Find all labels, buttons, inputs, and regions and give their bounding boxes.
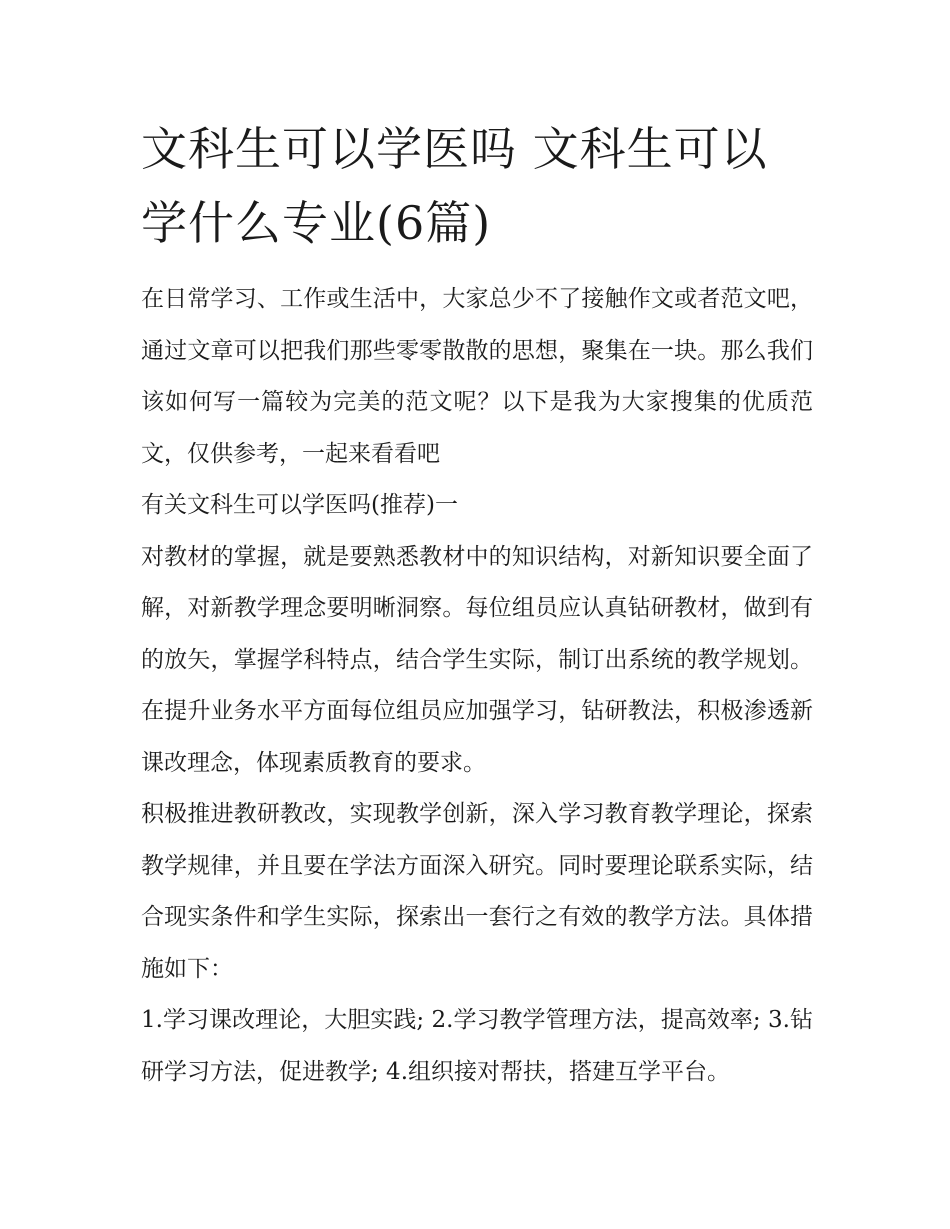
document-title: 文科生可以学医吗 文科生可以学什么专业(6篇)	[141, 122, 768, 250]
body-paragraph: 积极推进教研教改，实现教学创新，深入学习教育教学理论，探索教学规律，并且要在学法方面深入研究。同时要理论联系实际，结合现实条件和学生实际，探索出一套行之有效的教学方法。具体措施如下：	[141, 801, 813, 982]
body-paragraph: 对教材的掌握，就是要熟悉教材中的知识结构，对新知识要全面了解，对新教学理念要明晰洞察。每位组员应认真钻研教材，做到有的放矢，掌握学科特点，结合学生实际，制订出系统的教学规划。在提升业务水平方面每位组员应加强学习，钻研教法，积极渗透新课改理念，体现素质教育的要求。	[141, 543, 813, 776]
measures-paragraph: 1.学习课改理论，大胆实践; 2.学习教学管理方法，提高效率; 3.钻研学习方法，促进教学; 4.组织接对帮扶，搭建互学平台。	[141, 1007, 813, 1085]
intro-paragraph: 在日常学习、工作或生活中，大家总少不了接触作文或者范文吧，通过文章可以把我们那些零零散散的思想，聚集在一块。那么我们该如何写一篇较为完美的范文呢？以下是我为大家搜集的优质范文，仅供参考，一起来看看吧	[141, 286, 813, 467]
section-heading: 有关文科生可以学医吗(推荐)一	[141, 492, 458, 518]
document-page	[141, 112, 813, 1098]
